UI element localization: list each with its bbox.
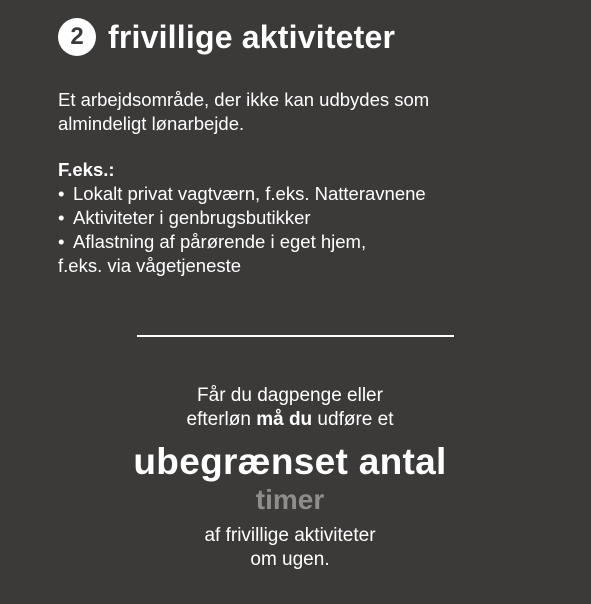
intro-line-2: almindeligt lønarbejde. — [58, 113, 245, 134]
list-item-text: Lokalt privat vagtværn, f.eks. Natteravnene — [73, 183, 426, 204]
list-item-continuation: f.eks. via vågetjeneste — [58, 255, 242, 276]
divider — [137, 335, 454, 337]
conclusion-line-4: om ugen. — [250, 549, 330, 570]
list-item-text: Aktiviteter i genbrugsbutikker — [73, 207, 311, 228]
examples-list — [58, 182, 538, 278]
page-title: frivillige aktiviteter — [108, 18, 396, 55]
bullet-icon: • — [58, 231, 65, 252]
conclusion-tail — [60, 524, 520, 572]
conclusion-lead — [60, 384, 520, 432]
conclusion-line-2-post: udføre et — [312, 409, 394, 430]
list-item-text: Aflastning af pårørende i eget hjem, — [73, 231, 367, 252]
list-item — [58, 230, 538, 254]
examples-label: F.eks.: — [58, 159, 115, 180]
highlight-text: ubegrænset antal — [133, 441, 447, 482]
intro-text — [58, 88, 528, 136]
step-number-badge — [58, 18, 96, 56]
conclusion-line-1: Får du dagpenge eller — [197, 385, 383, 406]
conclusion-line-3: af frivillige aktiviteter — [204, 525, 376, 546]
list-item — [58, 206, 538, 230]
highlight-subtext: timer — [255, 484, 325, 515]
section-heading — [58, 18, 395, 56]
conclusion-line-2-pre: efterløn — [186, 409, 257, 430]
intro-line-1: Et arbejdsområde, der ikke kan udbydes som — [58, 89, 430, 110]
list-item — [58, 182, 538, 206]
conclusion-emphasis: må du — [256, 409, 313, 430]
step-number: 2 — [70, 23, 84, 50]
bullet-icon: • — [58, 183, 65, 204]
examples-block — [58, 158, 538, 278]
bullet-icon: • — [58, 207, 65, 228]
